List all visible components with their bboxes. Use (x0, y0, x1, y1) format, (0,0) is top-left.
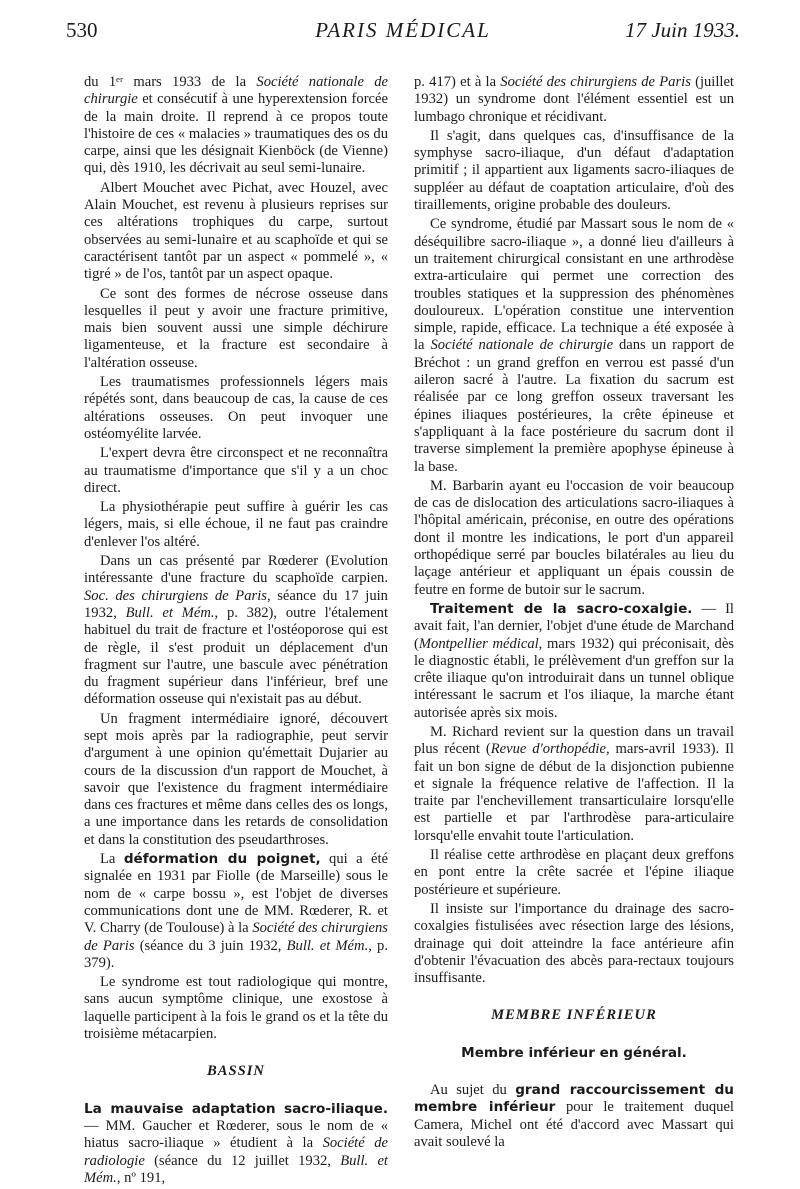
paragraph: Les traumatismes professionnels légers mais répétés sont, dans beaucoup de cas, la cause de ces altérations osseuses. On peut invoquer une ostéomyélite larvée. (84, 374, 388, 442)
paragraph: du 1ᵉʳ mars 1933 de la Société nationale de chirurgie et consécutif à une hyperextension forcée de la main droite. Il reprend à ce propos toute l'histoire de ces « malacies » traumatiques des os du carpe, ainsi que les désignait Kienböck (de Vienne) qui, dès 1910, les décrivait au seul semi-lunaire. (84, 74, 388, 177)
section-heading-bassin: BASSIN (207, 1063, 265, 1080)
paragraph: La mauvaise adaptation sacro-iliaque. — MM. Gaucher et Rœderer, sous le nom de « hiatus sacro-iliaque » étudient à la Société de radiologie (séance du 12 juillet 1932, Bull. et Mém., nº 191, (84, 1100, 388, 1186)
paragraph: Traitement de la sacro-coxalgie. — Il avait fait, l'an dernier, l'objet d'une étude de Marchand (Montpellier médical, mars 1932) qui préconisait, dès le diagnostic établi, le prélèvement d'un greffon sur la crête iliaque qu'on introduirait dans un tunnel oblique intéressant le sacrum et l'os iliaque, la marche étant autorisée après six mois. (414, 600, 734, 721)
page-number: 530 (66, 18, 98, 42)
paragraph: La déformation du poignet, qui a été signalée en 1931 par Fiolle (de Marseille) sous le nom de « carpe bossu », est l'objet de diverses communications dont une de MM. Rœderer, R. et V. Charry (de Toulouse) à la Société des chirurgiens de Paris (séance du 3 juin 1932, Bull. et Mém., p. 379). (84, 851, 388, 971)
section-heading-membre-inferieur: MEMBRE INFÉRIEUR (491, 1007, 657, 1024)
journal-title: PARIS MÉDICAL (315, 18, 491, 42)
paragraph: Il réalise cette arthrodèse en plaçant deux greffons en pont entre la crête sacrée et l'épine iliaque postérieure et supérieure. (414, 847, 734, 898)
issue-date: 17 Juin 1933. (625, 18, 740, 42)
paragraph: Le syndrome est tout radiologique qui montre, sans aucun symptôme clinique, une exostose à laquelle participent à la fois le grand os et la tête du troisième métacarpien. (84, 974, 388, 1043)
paragraph: La physiothérapie peut suffire à guérir les cas légers, mais, si elle échoue, il ne faut pas craindre d'enlever l'os altéré. (84, 499, 388, 550)
paragraph: M. Barbarin ayant eu l'occasion de voir beaucoup de cas de dislocation des articulations sacro-iliaques à l'hôpital américain, préconise, en outre des opérations dont il montre les indications, le port d'un appareil orthopédique serré par boucles bilatérales au lieu du laçage antérieur et appliquant un épais coussin de feutre en forme de butoir sur le sacrum. (414, 477, 734, 598)
right-column (414, 74, 734, 1153)
paragraph: L'expert devra être circonspect et ne reconnaîtra au traumatisme d'importance que s'il y a un choc direct. (84, 445, 388, 496)
paragraph: Ce sont des formes de nécrose osseuse dans lesquelles il peut y avoir une fracture primitive, mais bien souvent aussi une simple déchirure ligamenteuse, et la fracture est secondaire à l'altération osseuse. (84, 285, 388, 371)
paragraph: Dans un cas présenté par Rœderer (Evolution intéressante d'une fracture du scaphoïde carpien. Soc. des chirurgiens de Paris, séance du 17 juin 1932, Bull. et Mém., p. 382), outre l'étalement habituel du trait de fracture et l'ostéoporose qui est de règle, il s'est produit un déplacement d'un fragment sur l'autre, une bascule avec pénétration du fragment supérieur dans l'inférieur, bref une déformation osseuse qui n'existait pas au début. (84, 553, 389, 708)
page-header (66, 16, 740, 46)
subsection-heading: Membre inférieur en général. (461, 1044, 687, 1061)
paragraph: Ce syndrome, étudié par Massart sous le nom de « déséquilibre sacro-iliaque », a donné lieu d'ailleurs à un traitement chirurgical consistant en une arthrodèse extra-articulaire qui permet une correction des troubles statiques et la suppression des phénomènes douloureux. L'opération constitue une intervention simple, rapide, efficace. La technique a été exposée à la Société nationale de chirurgie dans un rapport de Bréchot : un grand greffon en verrou est passé d'un aileron sacré à l'autre. La fixation du sacrum est réalisée par ce long greffon osseux traversant les épines iliaques postérieures, la crête épineuse et s'appliquant à la face postérieure du sacrum dont il traverse simplement la première apophyse épineuse à la base. (414, 216, 734, 475)
paragraph: M. Richard revient sur la question dans un travail plus récent (Revue d'orthopédie, mars-avril 1933). Il fait un bon signe de début de la disjonction pubienne et signale la fréquence relative de l'affection. Il la traite par l'enchevillement transarticulaire lorsqu'elle est partielle et par l'arthrodèse para-articulaire lorsqu'elle envahit toute l'articulation. (414, 723, 734, 844)
paragraph: Il insiste sur l'importance du drainage des sacro-coxalgies fistulisées avec résection large des lésions, drainage qui doit atteindre la face antérieure afin d'obtenir l'évacuation des abcès para-rectaux toujours insuffisante. (414, 900, 734, 987)
paragraph: Au sujet du grand raccourcissement du membre inférieur pour le traitement duquel Camera, Michel ont été d'accord avec Massart qui avait soulevé la (414, 1082, 734, 1150)
paragraph: Albert Mouchet avec Pichat, avec Houzel, avec Alain Mouchet, est revenu à plusieurs reprises sur ces altérations trophiques du carpe, surtout observées au semi-lunaire et au scaphoïde et qui se caractérisent tantôt par un aspect « pommelé », « tigré » de l'os, tantôt par un aspect opaque. (84, 179, 388, 283)
paragraph: Il s'agit, dans quelques cas, d'insuffisance de la symphyse sacro-iliaque, d'un défaut d'adaptation primitif ; il appartient aux ligaments sacro-iliaques de suppléer au défaut de coaptation articulaire, d'où des tiraillements, origine probable des douleurs. (414, 127, 734, 214)
paragraph: Un fragment intermédiaire ignoré, découvert sept mois après par la radiographie, peut servir d'argument à une opinion qu'émettait Dujarier au cours de la discussion d'un rapport de Mouchet, à savoir que l'existence du fragment intermédiaire dans ces fractures et même dans celles des os longs, a une importance dans les retards de consolidation et dans la constitution des pseudarthroses. (84, 710, 388, 848)
left-column (84, 74, 388, 1189)
paragraph: p. 417) et à la Société des chirurgiens de Paris (juillet 1932) un syndrome dont l'élément essentiel est un lumbago chronique et récidivant. (414, 74, 734, 125)
